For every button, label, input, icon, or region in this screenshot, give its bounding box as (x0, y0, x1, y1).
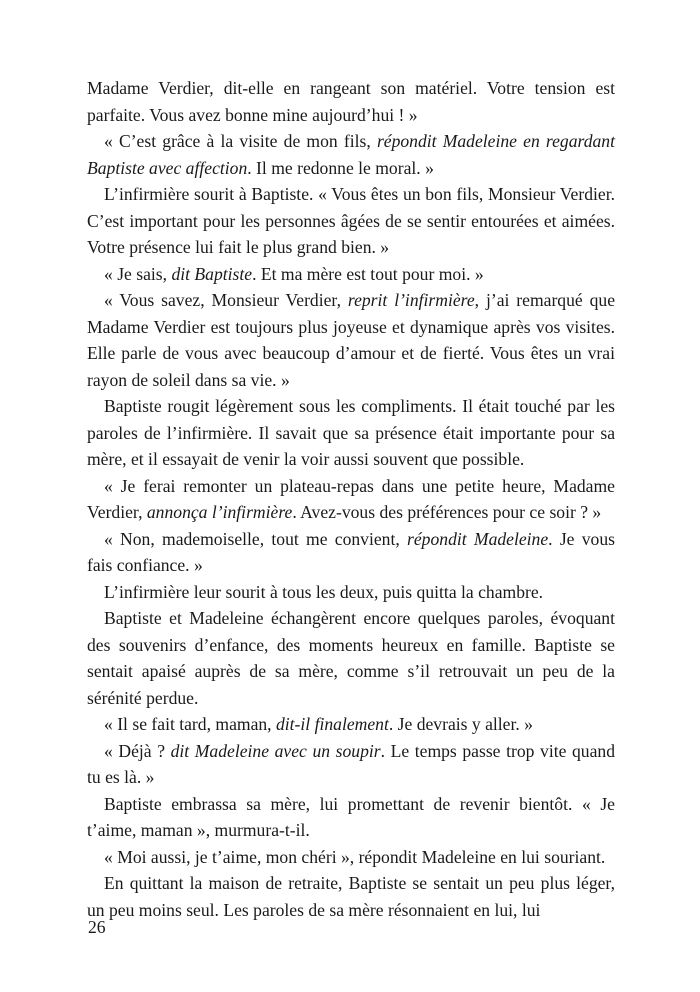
text-segment: . Il me redonne le moral. » (247, 157, 434, 178)
text-segment: En quittant la maison de retraite, Baptiste se sentait un peu plus léger, un peu moins seul. Les paroles de sa mère résonnaient en lui, lui (87, 873, 615, 920)
italic-text: dit Baptiste (171, 263, 253, 284)
text-segment: « Je ferai remonter un plateau-repas dans une petite heure, Madame Verdier, (87, 475, 615, 522)
paragraph (87, 526, 615, 579)
paragraph (87, 75, 615, 128)
text-segment: , j’ai remarqué que Madame Verdier est toujours plus joyeuse et dynamique après vos visites. Elle parle de vous avec beaucoup d’amour et de fierté. Vous êtes un vrai rayon de soleil dans sa vie. » (87, 290, 615, 390)
paragraph (87, 473, 615, 526)
text-segment: . Je vous fais confiance. » (87, 528, 615, 575)
paragraph (87, 711, 615, 738)
text-segment: Baptiste et Madeleine échangèrent encore quelques paroles, évoquant des souvenirs d’enfance, des moments heureux en famille. Baptiste se sentait apaisé auprès de sa mère, comme s’il retrouvait un peu de la sérénité perdue. (87, 608, 615, 708)
text-segment: L’infirmière sourit à Baptiste. « Vous êtes un bon fils, Monsieur Verdier. C’est important pour les personnes âgées de se sentir entourées et aimées. Votre présence lui fait le plus grand bien. » (87, 184, 615, 257)
text-segment: « C’est grâce à la visite de mon fils, (104, 131, 377, 151)
italic-text: dit-il finalement (275, 714, 389, 734)
paragraph (87, 287, 615, 393)
italic-text: annonça l’infirmière (146, 502, 293, 522)
paragraph (87, 738, 615, 791)
paragraph (87, 393, 615, 473)
paragraph (87, 261, 615, 288)
text-segment: Baptiste embrassa sa mère, lui promettant de revenir bientôt. « Je t’aime, maman », murmura-t-il. (87, 793, 615, 840)
paragraph (87, 844, 615, 871)
paragraph (87, 791, 615, 844)
text-segment: « Vous savez, Monsieur Verdier, (104, 290, 348, 310)
text-segment: « Moi aussi, je t’aime, mon chéri », répondit Madeleine en lui souriant. (104, 846, 606, 867)
text-segment: « Je sais, (104, 263, 172, 284)
italic-text: répondit Madeleine (407, 528, 549, 549)
paragraph (87, 128, 615, 181)
page-body-text (87, 75, 615, 923)
paragraph (87, 605, 615, 711)
text-segment: . Avez-vous des préférences pour ce soir ? » (292, 502, 602, 522)
italic-text: dit Madeleine avec un soupir (170, 740, 381, 761)
text-segment: . Et ma mère est tout pour moi. » (252, 263, 484, 284)
italic-text: reprit l’infirmière (347, 290, 475, 310)
text-segment: . Le temps passe trop vite quand tu es là. » (87, 740, 615, 787)
text-segment: L’infirmière leur sourit à tous les deux, puis quitta la chambre. (104, 581, 544, 602)
page-number: 26 (88, 917, 106, 937)
paragraph (87, 579, 615, 606)
paragraph (87, 181, 615, 261)
text-segment: Baptiste rougit légèrement sous les compliments. Il était touché par les paroles de l’infirmière. Il savait que sa présence était importante pour sa mère, et il essayait de venir la voir aussi souvent que possible. (87, 396, 615, 469)
paragraph (87, 870, 615, 923)
italic-text: répondit Madeleine en regardant Baptiste avec affection (87, 131, 615, 178)
text-segment: Madame Verdier, dit-elle en rangeant son matériel. Votre tension est parfaite. Vous avez bonne mine aujourd’hui ! » (87, 78, 615, 125)
text-segment: « Non, mademoiselle, tout me convient, (104, 528, 408, 549)
text-segment: « Déjà ? (104, 740, 171, 761)
text-segment: . Je devrais y aller. » (388, 714, 533, 734)
text-segment: « Il se fait tard, maman, (104, 714, 276, 734)
